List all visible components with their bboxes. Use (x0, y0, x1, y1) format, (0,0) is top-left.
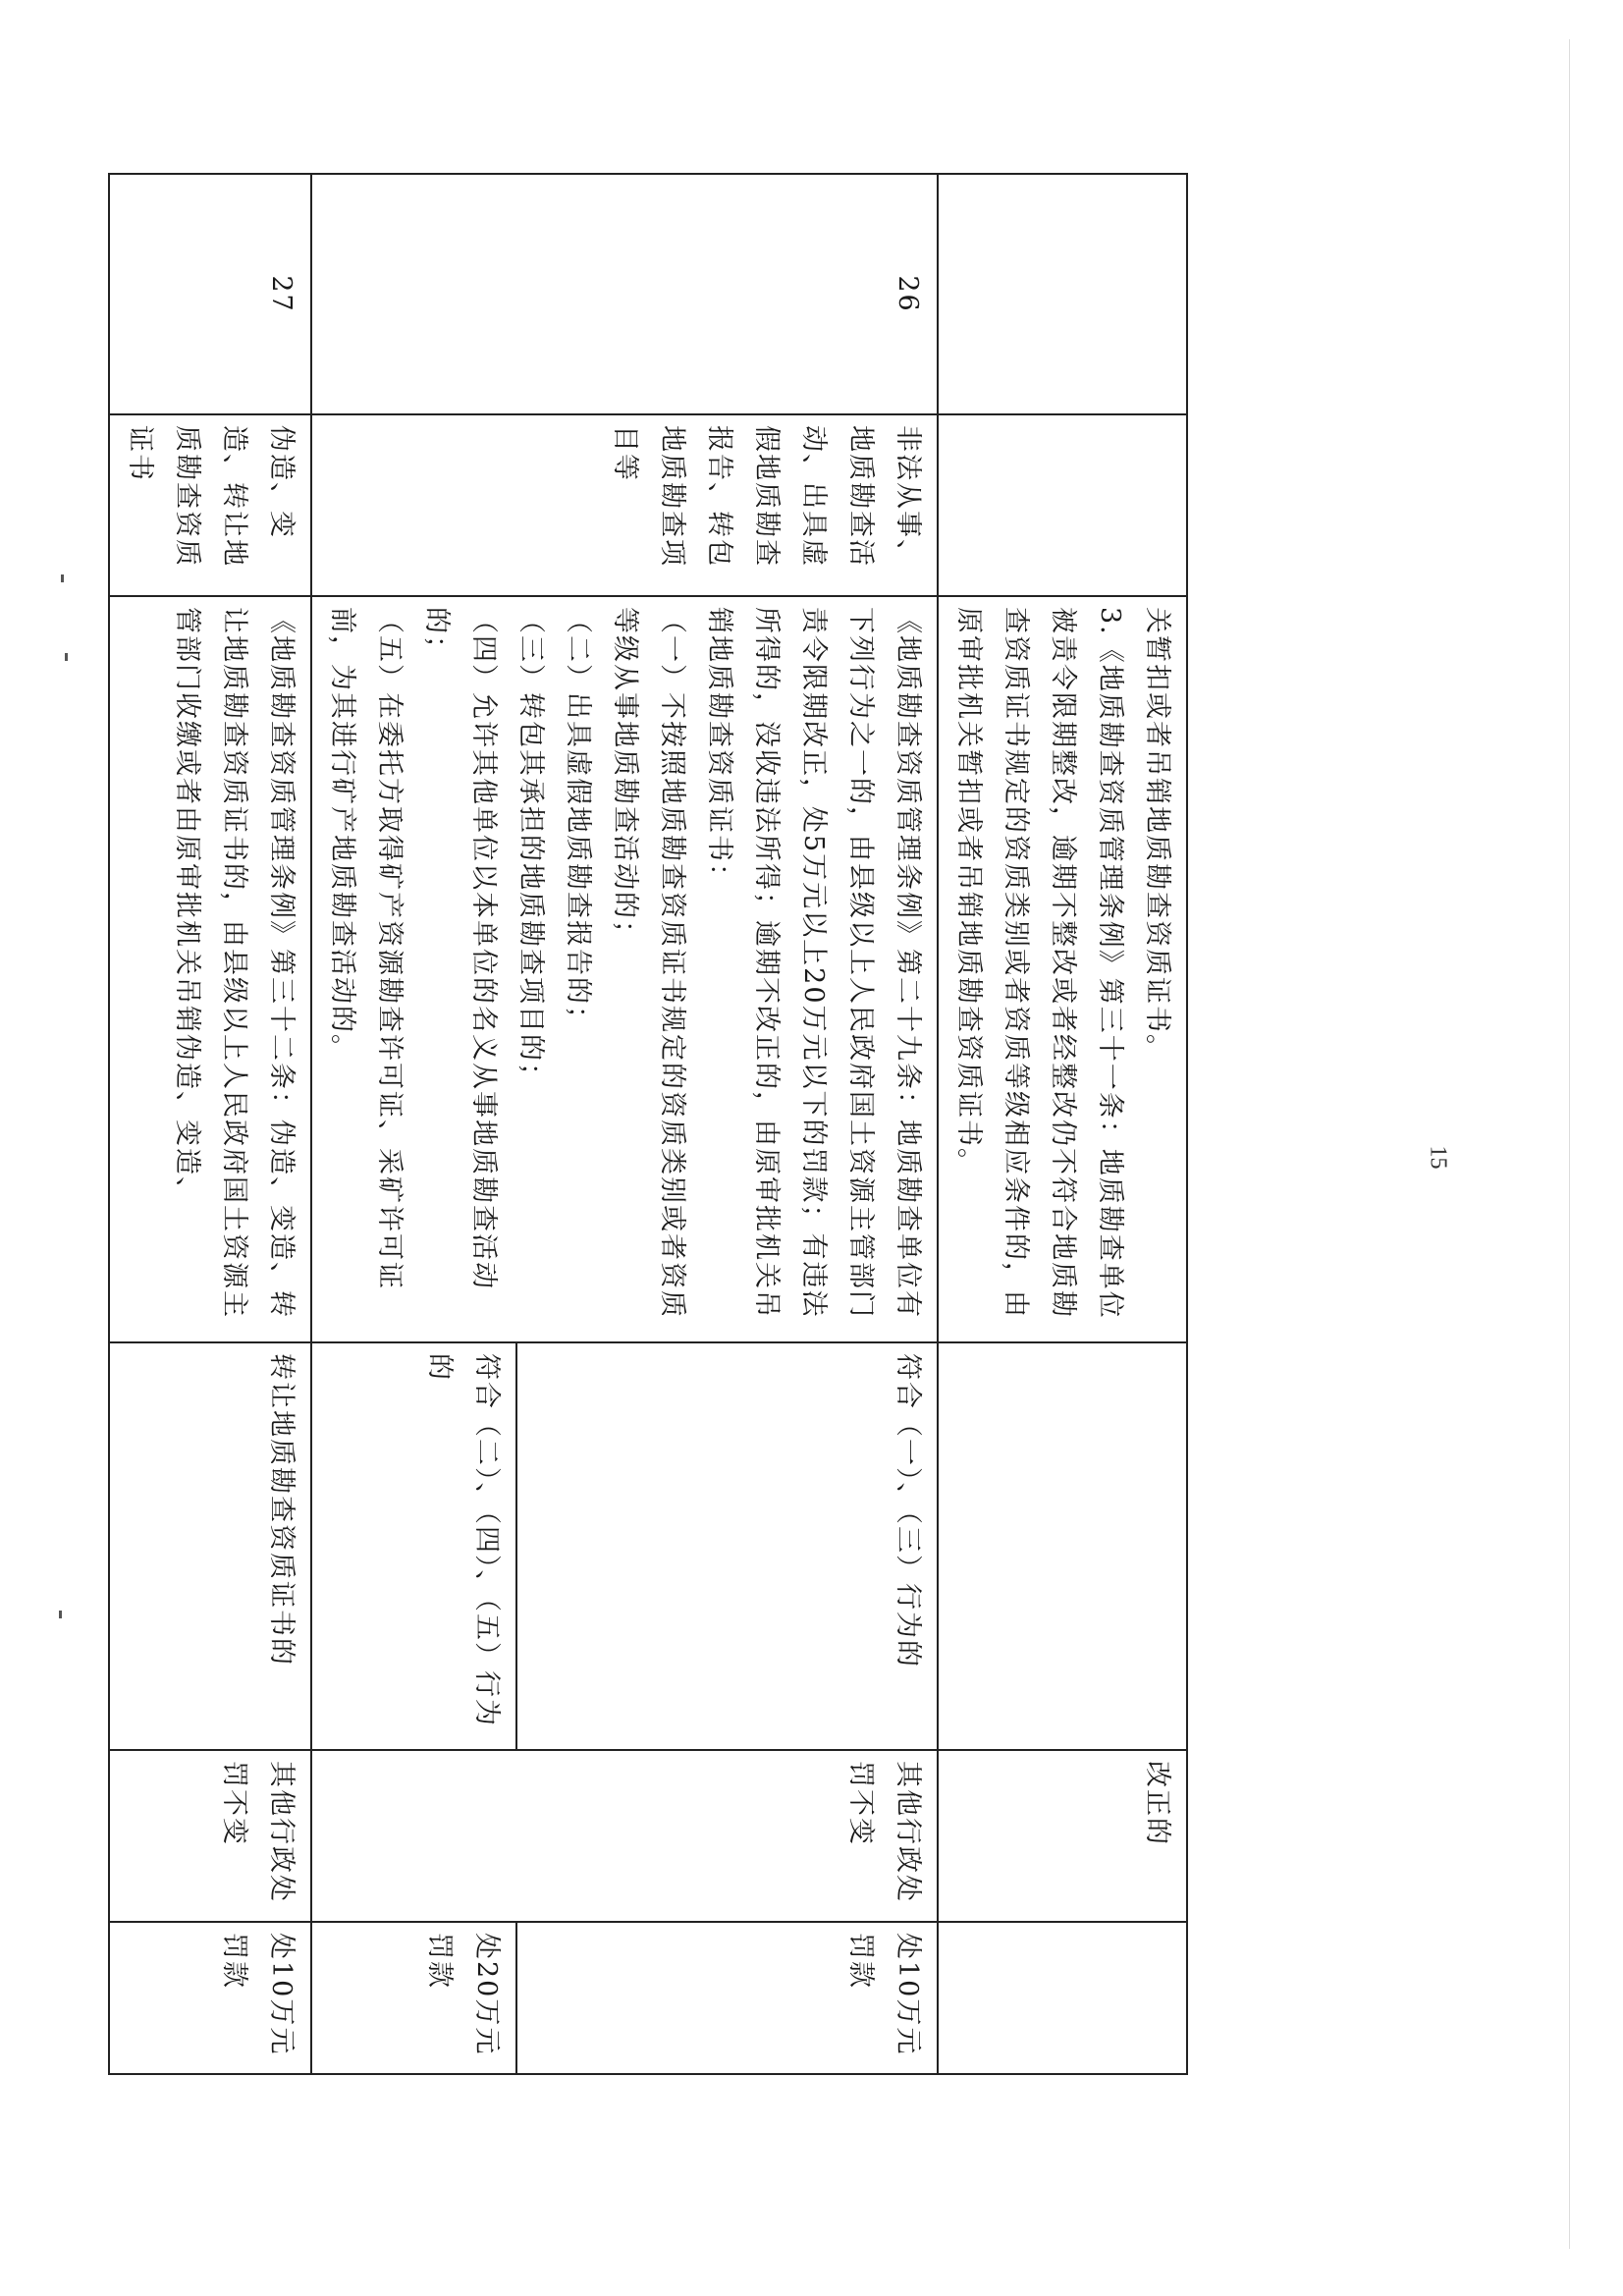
row-number (938, 174, 1187, 414)
other-penalty: 其他行政处罚不变 (109, 1750, 311, 1922)
rotated-page-content (125, 173, 1188, 2073)
violation-item: 非法从事、地质勘查活动、出具虚假地质勘查报告、转包地质勘查项目等 (311, 414, 938, 596)
violation-item (938, 414, 1187, 596)
violation-condition: 符合（一）、（三）行为的 (516, 1342, 938, 1750)
violation-condition (938, 1342, 1187, 1750)
penalty-amount: 处10万元罚款 (516, 1922, 938, 2074)
law-line: 《地质勘查资质管理条例》第三十二条：伪造、变造、转让地质勘查资质证书的，由县级以上人民政府国土资源主管部门收缴或者由原审批机关吊销伪造、变造、 (172, 607, 297, 1319)
law-intro: 《地质勘查资质管理条例》第二十九条：地质勘查单位有下列行为之一的，由县级以上人民政府国土资源主管部门责令限期改正，处5万元以上20万元以下的罚款；有违法所得的，没收违法所得；逾期不改正的，由原审批机关吊销地质勘查资质证书： (704, 607, 923, 1319)
law-item: （五）在委托方取得矿产资源勘查许可证、采矿许可证前，为其进行矿产地质勘查活动的。 (327, 607, 405, 1290)
scan-speck (65, 653, 68, 661)
legal-basis (109, 596, 311, 1342)
scan-speck (61, 574, 64, 582)
law-item: （一）不按照地质勘查资质证书规定的资质类别或者资质等级从事地质勘查活动的； (610, 607, 687, 1319)
penalty-amount (938, 1922, 1187, 2074)
other-penalty: 改正的 (938, 1750, 1187, 1922)
violation-condition: 符合（二）、（四）、（五）行为的 (311, 1342, 516, 1750)
table-row (109, 174, 311, 2074)
law-item: （三）转包其承担的地质勘查项目的； (515, 607, 546, 1091)
law-item: （四）允许其他单位以本单位的名义从事地质勘查活动的； (421, 607, 499, 1290)
penalty-amount: 处10万元罚款 (109, 1922, 311, 2074)
other-penalty: 其他行政处罚不变 (311, 1750, 938, 1922)
row-number: 27 (109, 174, 311, 414)
violation-item: 伪造、变造、转让地质勘查资质证书 (109, 414, 311, 596)
penalty-amount: 处20万元罚款 (311, 1922, 516, 2074)
row-number: 26 (311, 174, 938, 414)
penalty-standard-table (108, 173, 1188, 2075)
page-number: 15 (1425, 1145, 1451, 1170)
law-item: （二）出具虚假地质勘查报告的； (563, 607, 593, 1034)
law-line: 关暂扣或者吊销地质勘查资质证书。 (1142, 607, 1172, 1063)
scan-edge-line (1569, 39, 1570, 2249)
law-line: 3.《地质勘查资质管理条例》第三十一条：地质勘查单位被责令限期整改，逾期不整改或者经整改仍不符合地质勘查资质证书规定的资质类别或者资质等级相应条件的，由原审批机关暂扣或者吊销地质勘查资质证书。 (953, 607, 1125, 1320)
legal-basis (311, 596, 938, 1342)
table-row (516, 174, 938, 2074)
scan-speck (59, 1611, 62, 1618)
violation-condition: 转让地质勘查资质证书的 (109, 1342, 311, 1750)
legal-basis (938, 596, 1187, 1342)
table-row (938, 174, 1187, 2074)
